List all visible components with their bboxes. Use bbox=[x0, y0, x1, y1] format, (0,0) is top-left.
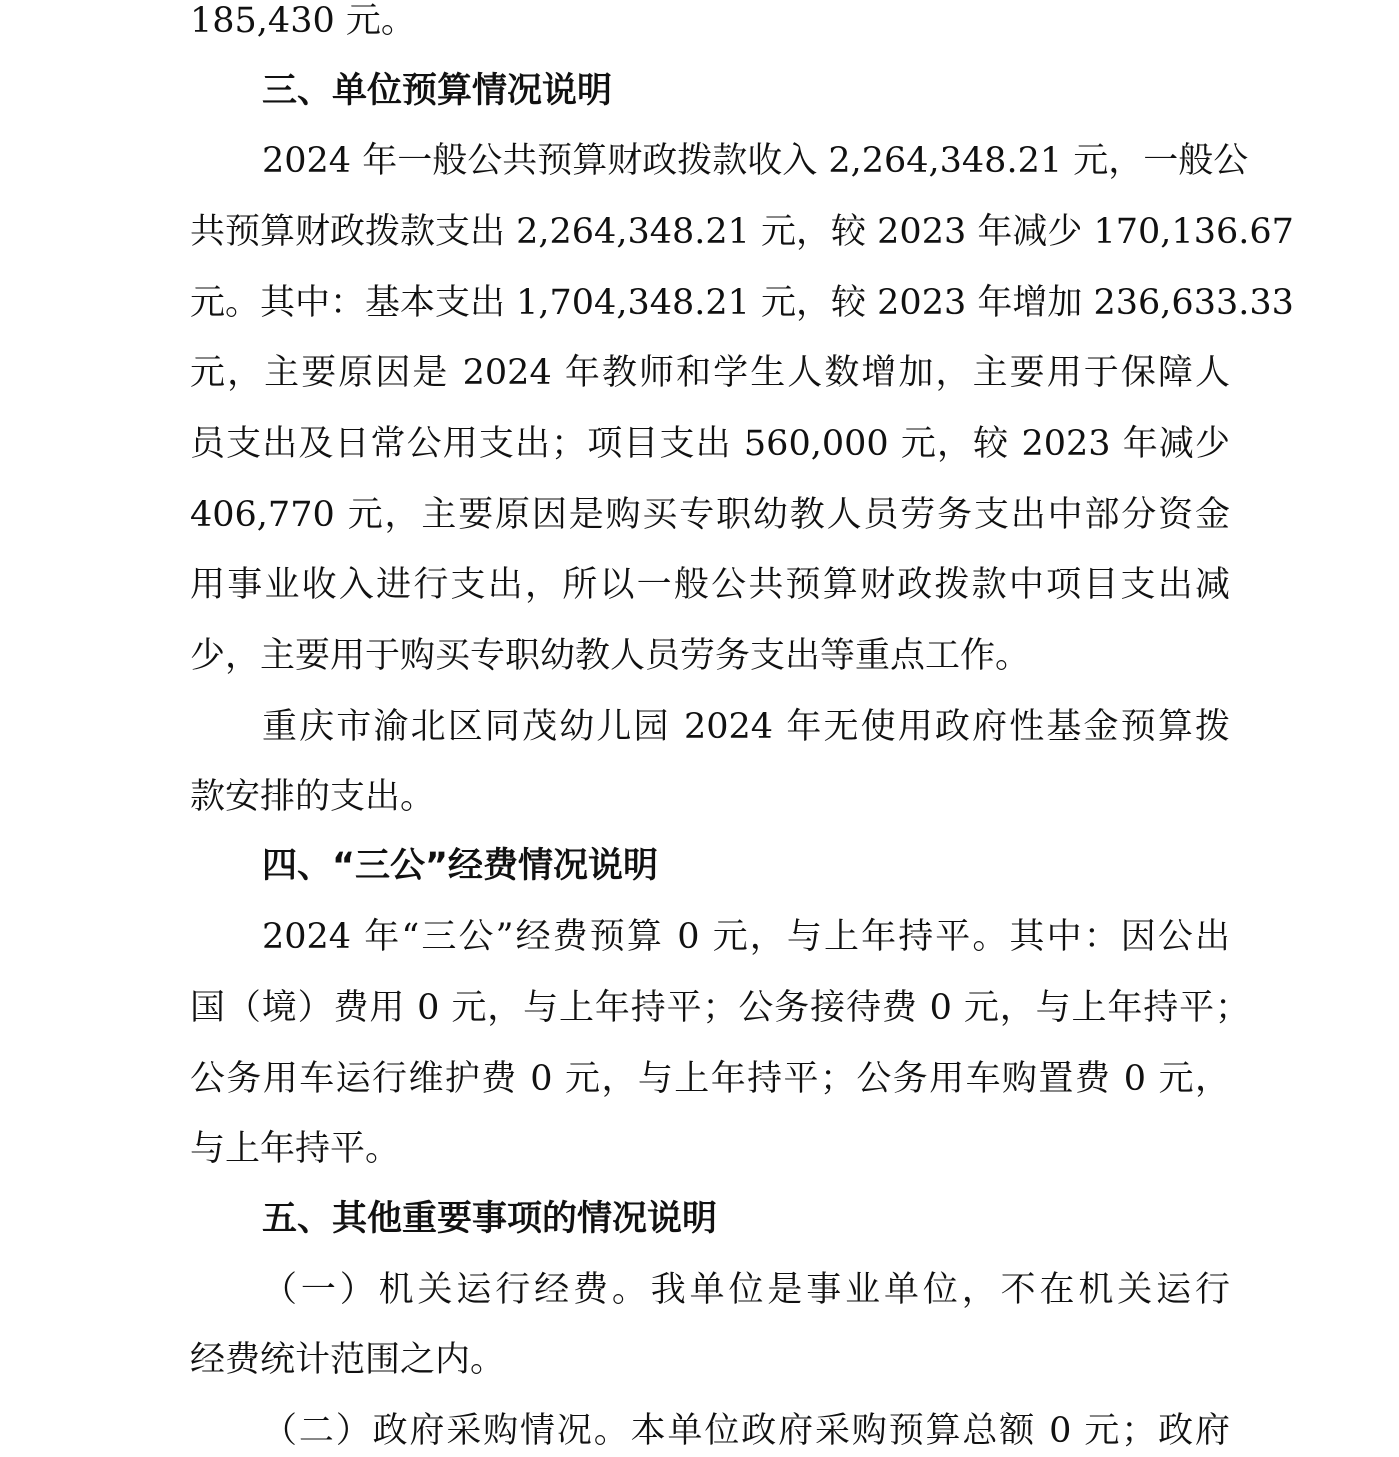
section-3-para-1-line: 共预算财政拨款支出 2,264,348.21 元，较 2023 年减少 170,136.67 bbox=[190, 212, 1294, 252]
section-3-para-2-line: 款安排的支出。 bbox=[190, 777, 436, 817]
section-3-para-1-line: 员支出及日常公用支出；项目支出 560,000 元，较 2023 年减少 bbox=[190, 424, 1230, 464]
section-3-heading: 三、单位预算情况说明 bbox=[262, 71, 613, 111]
section-3-para-1-line: 元。其中：基本支出 1,704,348.21 元，较 2023 年增加 236,633.33 bbox=[190, 283, 1294, 323]
section-5-para-1-line: 经费统计范围之内。 bbox=[190, 1340, 506, 1380]
section-3-para-1-line: 406,770 元，主要原因是购买专职幼教人员劳务支出中部分资金 bbox=[190, 495, 1230, 535]
section-5-para-2-line: （二）政府采购情况。本单位政府采购预算总额 0 元；政府 bbox=[262, 1411, 1230, 1451]
section-4-para-1-line: 国（境）费用 0 元，与上年持平；公务接待费 0 元，与上年持平； bbox=[190, 988, 1250, 1028]
continuation-line: 185,430 元。 bbox=[190, 1, 416, 41]
section-3-para-2-line: 重庆市渝北区同茂幼儿园 2024 年无使用政府性基金预算拨 bbox=[262, 707, 1230, 747]
section-4-para-1-line: 与上年持平。 bbox=[190, 1129, 401, 1169]
section-3-para-1-line: 元，主要原因是 2024 年教师和学生人数增加，主要用于保障人 bbox=[190, 353, 1230, 393]
section-4-para-1-line: 公务用车运行维护费 0 元，与上年持平；公务用车购置费 0 元， bbox=[190, 1059, 1230, 1099]
section-3-para-1-line: 2024 年一般公共预算财政拨款收入 2,264,348.21 元，一般公 bbox=[262, 141, 1249, 181]
section-5-heading: 五、其他重要事项的情况说明 bbox=[262, 1199, 718, 1239]
section-5-para-1-line: （一）机关运行经费。我单位是事业单位，不在机关运行 bbox=[262, 1270, 1230, 1310]
section-3-para-1-line: 用事业收入进行支出，所以一般公共预算财政拨款中项目支出减 bbox=[190, 565, 1230, 605]
section-4-para-1-line: 2024 年“三公”经费预算 0 元，与上年持平。其中：因公出 bbox=[262, 917, 1230, 957]
section-4-heading: 四、“三公”经费情况说明 bbox=[262, 846, 659, 886]
section-3-para-1-line: 少，主要用于购买专职幼教人员劳务支出等重点工作。 bbox=[190, 636, 1031, 676]
